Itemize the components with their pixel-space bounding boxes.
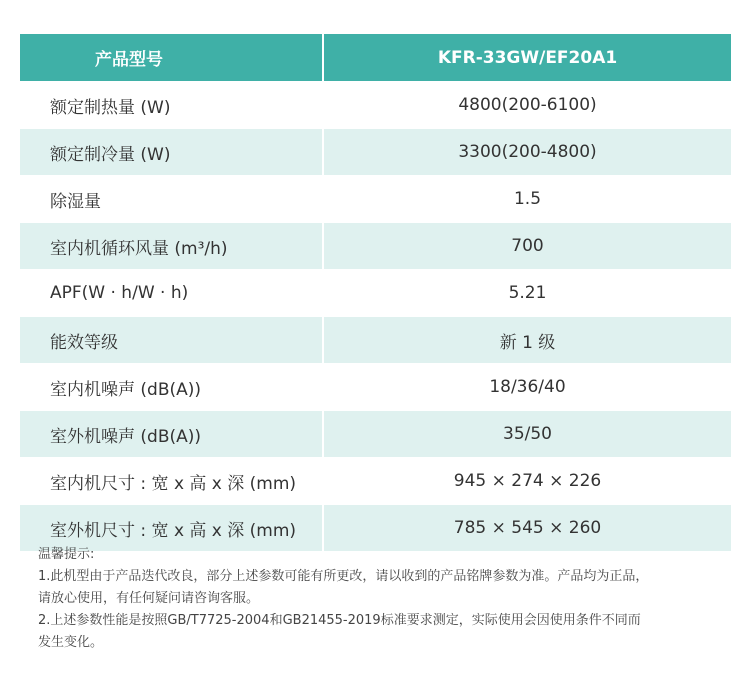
notes-section bbox=[38, 544, 728, 654]
table-row bbox=[20, 223, 731, 270]
table-row bbox=[20, 129, 731, 176]
table-row bbox=[20, 411, 731, 458]
table-row bbox=[20, 270, 731, 317]
table-row bbox=[20, 82, 731, 129]
notes-title: 温馨提示: bbox=[38, 547, 95, 562]
spec-table bbox=[20, 34, 731, 552]
row-value: 1.5 bbox=[323, 176, 731, 223]
row-value: 新 1 级 bbox=[323, 317, 731, 364]
row-label: 室内机尺寸 : 宽 x 高 x 深 (mm) bbox=[20, 458, 323, 505]
table-row bbox=[20, 364, 731, 411]
notes-line: 2.上述参数性能是按照GB/T7725-2004和GB21455-2019标准要求测定，实际使用会因使用条件不同而 bbox=[38, 613, 641, 628]
row-label: 室内机噪声 (dB(A)) bbox=[20, 364, 323, 411]
row-label: 室内机循环风量 (m³/h) bbox=[20, 223, 323, 270]
table-row bbox=[20, 458, 731, 505]
row-label: 除湿量 bbox=[20, 176, 323, 223]
row-value: 35/50 bbox=[323, 411, 731, 458]
row-label: 能效等级 bbox=[20, 317, 323, 364]
row-value: 5.21 bbox=[323, 270, 731, 317]
header-model: KFR-33GW/EF20A1 bbox=[323, 34, 731, 82]
notes-line: 发生变化。 bbox=[38, 635, 104, 650]
row-value: 3300(200-4800) bbox=[323, 129, 731, 176]
row-label: 额定制冷量 (W) bbox=[20, 129, 323, 176]
row-label: 室外机噪声 (dB(A)) bbox=[20, 411, 323, 458]
notes-line: 请放心使用，有任何疑问请咨询客服。 bbox=[38, 591, 260, 606]
table-row bbox=[20, 176, 731, 223]
row-value: 4800(200-6100) bbox=[323, 82, 731, 129]
row-value: 700 bbox=[323, 223, 731, 270]
row-value: 785 × 545 × 260 bbox=[323, 505, 731, 552]
header-label: 产品型号 bbox=[20, 34, 323, 82]
notes-line: 1.此机型由于产品迭代改良，部分上述参数可能有所更改，请以收到的产品铭牌参数为准。产品均为正品， bbox=[38, 569, 649, 584]
table-header-row bbox=[20, 34, 731, 82]
row-value: 945 × 274 × 226 bbox=[323, 458, 731, 505]
table-row bbox=[20, 317, 731, 364]
row-label: 室外机尺寸 : 宽 x 高 x 深 (mm) bbox=[20, 505, 323, 552]
row-value: 18/36/40 bbox=[323, 364, 731, 411]
row-label: APF(W · h/W · h) bbox=[20, 270, 323, 317]
row-label: 额定制热量 (W) bbox=[20, 82, 323, 129]
